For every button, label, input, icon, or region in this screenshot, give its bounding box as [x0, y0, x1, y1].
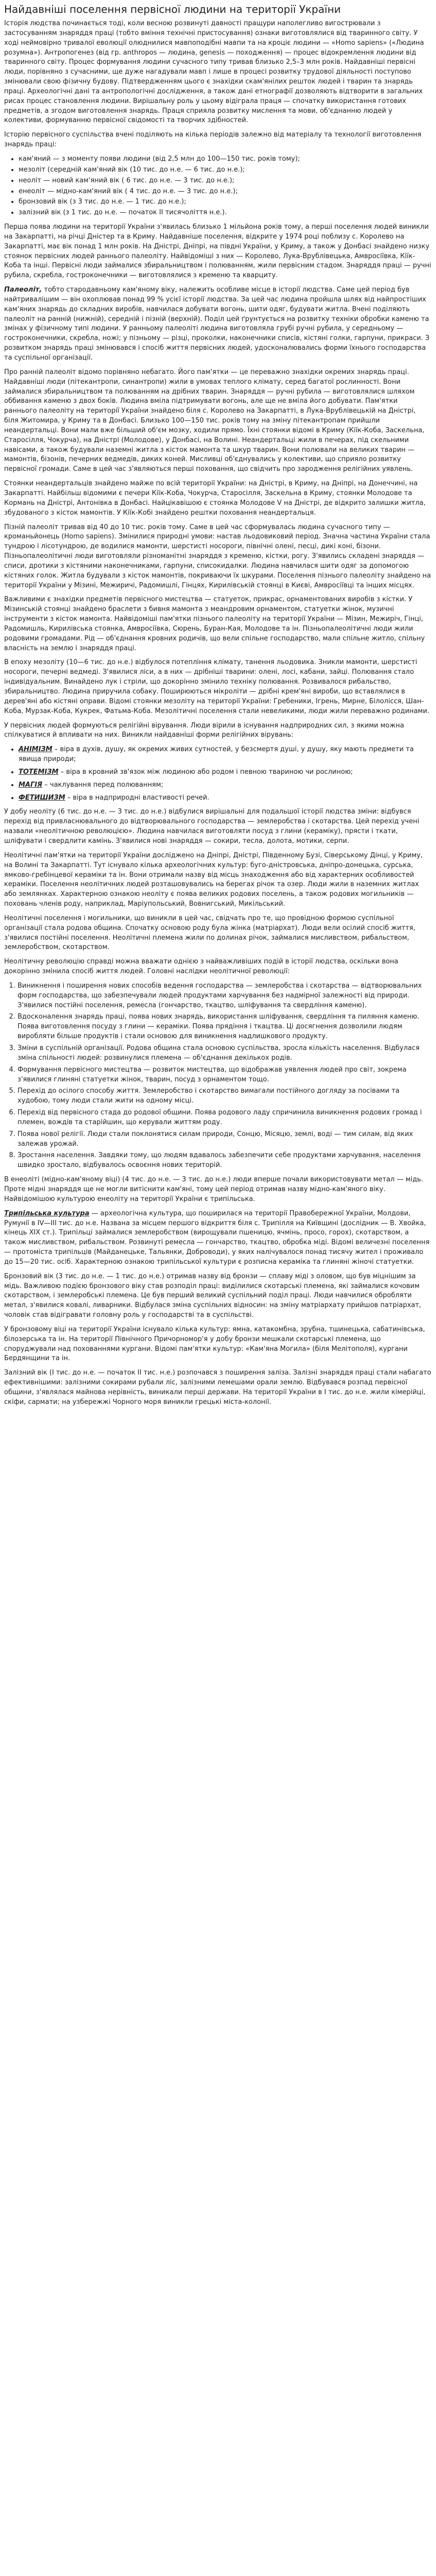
paleolith-paragraph — [4, 285, 432, 363]
late-paleolith-paragraph: Пізній палеоліт тривав від 40 до 10 тис. років тому. Саме в цей час сформувалась людина сучасного типу — кроманьйонець (Homo sapiens). Змінилися природні умови: настав льодовиковий період. Значна частина України стала тундрою і лісотундрою, де водилися мамонти, шерстисті носороги, північні олені, песці, дикі коні, бізони. Пізньопалеолітичні люди виготовляли різноманітні знаряддя з кременю, кістки, рогу. З'явились складені знаряддя — списи, дротики з кістяними наконечниками, гарпуни, списокидалки. Людина навчилася шити одяг за допомогою кістяних голок. Житла будували з кісток мамонтів, покриваючи їх шкурами. Поселення пізнього палеоліту знайдено на території України у Мізині, Межиричі, Радомишлі, Гінцях, Кирилівській стоянці в Києві, Амвросіївці та інших місцях. — [4, 523, 431, 589]
period-item: • бронзовий вік (з 3 тис. до н.е. — 1 тис. до н.е.); — [19, 197, 432, 207]
belief-term: ТОТЕМІЗМ — [19, 768, 59, 776]
consequence-item: 5. Перехід до осілого способу життя. Землеробство і скотарство вимагали постійного догляду за посівами та худобою, тому люди стали жити на одному місці. — [18, 1087, 432, 1106]
belief-item — [19, 793, 432, 803]
iron-age-paragraph: Залізний вік (І тис. до н.е. — початок ІІ тис. н.е.) розпочався з поширення заліза. Залізні знаряддя праці стали набагато ефективнішими: залізними сокирами рубали ліс, залізними лемешами орали землю. Відбувався розпад первісної общини, з'являлася майнова нерівність, виникали перші держави. На території України в І тис. до н.е. жили кімерійці, скіфи, сармати; на узбережжі Чорного моря виникли грецькі міста-колонії. — [4, 1369, 431, 1406]
period-item: • кам'яний — з моменту появи людини (від 2,5 млн до 100—150 тис. років тому); — [19, 155, 432, 164]
sites-paragraph: Стоянки неандертальців знайдено майже по всій території України: на Дністрі, в Криму, на Дніпрі, на Донеччині, на Закарпатті. Найбільш відомими є печери Кіїк-Коба, Чокурча, Старосілля, Заскельна в Криму, стоянки Молодове та Кормань на Дністрі, Антонівка в Донбасі. Найцікавішою є стоянка Молодове V на Дністрі, де відкрито залишки житла, збудованого з кісток мамонтів. У Кіїк-Кобі знайдено рештки поховання неандертальця. — [4, 480, 426, 517]
belief-term: АНІМІЗМ — [19, 745, 53, 754]
period-item: • енеоліт — мідно-кам'яний вік ( 4 тис. до н.е. — 3 тис. до н.е.); — [19, 187, 432, 197]
beliefs-list — [4, 745, 432, 803]
intro-paragraph-2: Історію первісного суспільства вчені поділяють на кілька періодів залежно від матеріалу та технології виготовлення знарядь праці: — [4, 131, 422, 149]
mesolith-paragraph: В епоху мезоліту (10—6 тис. до н.е.) відбулося потепління клімату, танення льодовика. Зникли мамонти, шерстисті носороги, печерні ведмеді. З'явилися ліси, а в них — дрібніші тварини: олені, лосі, кабани, зайці. Полювання стало індивідуальним. Винайдено лук і стріли, що докорінно змінило техніку полювання. Розвивалося рибальство, збиральництво. Людина приручила собаку. Поширюються мікроліти — дрібні крем'яні вироби, що вставлялися в дерев'яні або кістяні оправи. Відомі стоянки мезоліту на території України: Гребеники, Ігрень, Мирне, Білолісся, Шан-Коба, Мурзак-Коба, Кукрек, Фатьма-Коба. Мезолітичні поселення стали невеликими, люди жили переважно родинами. — [4, 658, 430, 715]
neolith-society-paragraph: Неолітичні поселення і могильники, що виникли в цей час, свідчать про те, що провідною формою суспільної організації стала родова община. Спочатку основою роду була жінка (матріархат). Люди вели осілий спосіб життя, з'явилися постійні поселення. Неолітичні племена жили по долинах річок, займалися мисливством, рибальством, землеробством, скотарством. — [4, 914, 415, 952]
period-item: • мезоліт (середній кам'яний вік (10 тис. до н.е. — 6 тис. до н.е.); — [19, 165, 432, 175]
neolith-sites-paragraph: Неолітичні пам'ятки на території України досліджено на Дніпрі, Дністрі, Південному Бузі, Сіверському Дінці, у Криму, на Волині та Закарпатті. Тут існувало кілька археологічних культур: буго-дністровська, дніпро-донецька, сурська, ямково-гребінцевої кераміки та ін. Вони отримали назву від місць знаходження або від характерних особливостей кераміки. Поселення неолітичних людей розташовувались на берегах річок та озер. Люди жили в наземних житлах або землянках. Характерною ознакою неоліту є поява великих родових поселень, а також родових могильників — поховань членів роду, наприклад, Маріупольський, Вовнигський, Микільський. — [4, 851, 423, 908]
beliefs-intro: У первісних людей формуються релігійні вірування. Люди вірили в існування надприродних сил, з якими можна спілкуватися й впливати на них. Виникли найдавніші форми релігійних вірувань: — [4, 721, 404, 739]
periods-list — [4, 155, 432, 218]
neolith-intro-paragraph: У добу неоліту (6 тис. до н.е. — 3 тис. до н.е.) відбулися вирішальні для подальшої історії людства зміни: відбувся перехід від привласнювального до відтворювального господарства — землеробства і скотарства. Цей перехід учені назвали «неолітичною революцією». Людина навчилася виготовляти посуд з глини (кераміку), прясти і ткати, шліфувати і свердлити камінь. З'явилися нові знаряддя — сокири, тесла, долота, мотики, серпи. — [4, 808, 420, 845]
period-item: • залізний вік (з 1 тис. до н.е. — початок ІІ тисячоліття н.е.). — [19, 208, 432, 218]
art-paragraph: Важливими є знахідки предметів первісного мистецтва — статуеток, прикрас, орнаментованих виробів з кістки. У Мізинській стоянці знайдено браслети з бивня мамонта з меандровим орнаментом, статуетки жінок, музичні інструменти з кісток мамонта. Найвідоміші пам'ятки пізнього палеоліту на території України — Мізин, Межиріч, Гінці, Радомишль, Кирилівська стоянка, Амвросіївка, Сюрень, Буран-Кая, Молодове та ін. Пізньопалеолітичні люди жили родовими громадами. Рід — об'єднання кровних родичів, що вели спільне господарство, мали спільне житло, спільну власність на землю і знаряддя праці. — [4, 596, 425, 652]
tripillia-heading: Трипільська культура — [4, 1209, 90, 1217]
bronze-age-cultures-paragraph: У бронзовому віці на території України існувало кілька культур: ямна, катакомбна, зрубна, тшинецька, сабатинівська, білозерська та ін. На території Північного Причорномор'я у добу бронзи мешкали скотарські племена, що споруджували над похованнями кургани. Відомі пам'ятки культур: «Кам'яна Могила» (біля Мелітополя), кургани Бердянщини та ін. — [4, 1325, 425, 1363]
belief-definition: – віра в кровний зв'язок між людиною або родом і певною твариною чи рослиною; — [58, 768, 353, 776]
neolith-result-paragraph: Неолітичну революцію справді можна вважати однією з найважливіших подій в історії людства, оскільки вона докорінно змінила спосіб життя людей. Головні наслідки неолітичної революції: — [4, 958, 398, 976]
belief-definition: – чаклування перед полюванням; — [42, 781, 164, 789]
belief-item — [19, 781, 432, 790]
tripillia-text: — археологічна культура, що поширилася на території Правобережної України, Молдови, Румунії в IV—III тис. до н.е. Названа за місцем першого відкриття біля с. Трипілля на Київщині (дослідник — В. Хвойка, кінець ХІХ ст.). Трипільці займалися землеробством (вирощували пшеницю, ячмінь, просо, горох), скотарством, а також мисливством, рибальством. Розвинуті ремесла — гончарство, ткацтво, обробка міді. Відомі величезні поселення — протоміста трипільців (Майданецьке, Тальянки, Доброводи), у яких налічувалося понад тисячу жител і проживало до 15—20 тис. осіб. Характерною ознакою трипільської культури є розписна кераміка та глиняні жіночі статуетки. — [4, 1209, 430, 1266]
early-paleolith-paragraph: Про ранній палеоліт відомо порівняно небагато. Його пам'ятки — це переважно знахідки окремих знарядь праці. Найдавніші люди (пітекантропи, синантропи) жили в умовах теплого клімату, серед багатої рослинності. Вони займалися збиральництвом та полюванням на дрібних тварин. Знаряддя — ручні рубила — виготовлялися шляхом оббивання каменю з двох боків. Людина вміла підтримувати вогонь, але ще не вміла його добувати. Пам'ятки раннього палеоліту на території України знайдено біля с. Королево на Закарпатті, в Лука-Врублівецькій на Дністрі, біля Житомира, у Криму та в Донбасі. Близько 100—150 тис. років тому на зміну пітекантропам прийшли неандертальці. Вони мали вже більший об'єм мозку, ходили прямо. Їхні стоянки відомі в Криму (Кіїк-Коба, Заскельна, Старосілля, Чокурча), на Дністрі (Молодове), у Донбасі, на Волині. Неандертальці жили в печерах, під скельними навісами, а також будували наземні житла з кісток мамонта та шкур тварин. Вони полювали на великих тварин — мамонтів, бізонів, печерних ведмедів, диких коней. Мисливці об'єднувались у колективи, що сприяло розвитку первісної громади. Саме в цей час з'являються перші поховання, що свідчить про зародження релігійних уявлень. — [4, 368, 425, 473]
consequence-item: 3. Зміни в суспільній організації. Родова община стала основою суспільства, зросла кількість населення. Відбулася зміна спільності людей: розвинулися племена — об'єднання декількох родів. — [18, 1044, 432, 1063]
settlement-paragraph: Перша поява людини на території України з'явилась близько 1 мільйона років тому, а перші поселення людей виникли на Закарпатті, на річці Дністер та в Криму. Найдавніше поселення, відкрите у 1974 році поблизу с. Королево на Закарпатті, має вік понад 1 млн років. На Дністрі, Дніпрі, на півдні України, у Криму, а також у Донбасі знайдено низку стоянок первісних людей раннього палеоліту. Найвідоміші з них — Королево, Лука-Врублівецька, Амвросіївка, Кіїк-Коба та інші. Первісні люди займалися збиральництвом і полюванням, жили первісним стадом. Знаряддя праці — ручні рубила, скребла, гостроконечники — виготовлялися з кременю та кварциту. — [4, 223, 431, 280]
consequence-item: 4. Формування первісного мистецтва — розвиток мистецтва, що відображав уявлення людей про світ, зокрема з'явилися глиняні статуетки жінок, тварин, посуд з орнаментом тощо. — [18, 1065, 432, 1085]
consequence-item: 8. Зростання населення. Завдяки тому, що людям вдавалось забезпечити себе продуктами харчування, населення швидко зростало, відбувалось освоєння нових територій. — [18, 1151, 432, 1171]
neolith-consequences-list — [4, 981, 432, 1171]
belief-term: ФЕТИШИЗМ — [19, 793, 65, 802]
paleolith-text: тобто стародавньому кам'яному віку, належить особливе місце в історії людства. Саме цей період був найтривалішим — він охоплював понад 99 % усієї історії людства. За цей час людина пройшла шлях від найпростіших кам'яних знарядь до складних виробів, навчилася добувати вогонь, шити одяг, будувати житла. Вчені поділяють палеоліт на ранній (нижній), середній і пізній (верхній). Поділ цей ґрунтується на розвитку техніки обробки каменю та змінах у фізичному типі людини. У ранньому палеоліті людина виготовляла грубі ручні рубила, у середньому — гостроконечники, скребла, ножі; у пізньому — різці, проколки, наконечники списів, кістяні голки, гарпуни, прикраси. З розвитком знарядь праці змінювався і спосіб життя первісних людей, удосконалювались форми їхнього господарства та суспільної організації. — [4, 286, 430, 362]
tripillia-paragraph — [4, 1209, 432, 1267]
eneolith-paragraph: В енеоліті (мідно-кам'яному віці) (4 тис. до н.е. — 3 тис. до н.е.) люди вперше почали використовувати метал — мідь. Проте мідні знаряддя ще не могли витіснити кам'яні, тому цей період отримав назву мідно-кам'яного віку. Найвідомішою культурою енеоліту на території України є трипільська. — [4, 1176, 424, 1203]
intro-paragraph-1: Історія людства починається тоді, коли весною розвинуті давності пращури наполегливо вигострювали з застосуванням знаряддя праці (тобто вміння технічні пристосування) ознаки виготовлялися від тваринного світу. У ході неймовірно тривалої еволюції олюднилися мавпоподібні мавпи та на кроціє людини — «Homo sapiens» («Людина розумна»). Антропогенез (від гр. anthropos — людина, genesis — походження) — процес відокремлення людини від тваринного світу. Процес формування людини сучасного типу тривав близько 2,5–3 млн років. Найдавніші первісні люди, порівняно з сучасними, ще дуже нагадували мавп і лише в процесі розвитку трудової діяльності поступово змінювали свою фізичну будову. Підтвердженням цього є знахідки скам'янілих решток людей і тварин та знарядь праці. Археологічні дані та антропологічні дослідження, а також дані етнографії дозволяють відтворити в загальних рисах процес становлення людини. Вирішальну роль у цьому відіграла праця — спочатку використання готових предметів, а згодом виготовлення знарядь. Праця сприяла розвитку мислення та мови, об'єднанню людей у колективи, формуванню первісної свідомості та творчих здібностей. — [4, 20, 424, 125]
belief-item — [19, 768, 432, 777]
belief-item — [19, 745, 432, 765]
paleolith-heading: Палеоліт, — [4, 286, 42, 294]
page-title: Найдавніші поселення первісної людини на території України — [4, 3, 341, 15]
consequence-item: 6. Перехід від первісного стада до родової общини. Поява родового ладу спричинила виникнення родових громад і племен, вождів та старійшин, що керували життям роду. — [18, 1108, 432, 1128]
belief-definition: – віра в духів, душу, як окремих живих сутностей, у безсмертя душі, у душу, яку мають предмети та явища природи; — [19, 745, 414, 764]
bronze-age-paragraph: Бронзовий вік (3 тис. до н.е. — 1 тис. до н.е.) отримав назву від бронзи — сплаву міді з оловом, що був міцнішим за мідь. Важливою подією бронзового віку став розподіл праці: виділилися скотарські племена, які займалися кочовим скотарством, і землеробські племена. Це був перший великий суспільний поділ праці. Люди навчилися обробляти метал, з'явилися ковалі, ливарники. Відбулася зміна суспільних відносин: на зміну матріархату прийшов патріархат, чоловік став відігравати головну роль у господарстві та в суспільстві. — [4, 1272, 422, 1319]
period-item: • неоліт — новий кам'яний вік ( 6 тис. до н.е. — 3 тис. до н.е.); — [19, 176, 432, 186]
consequence-item: 1. Виникнення і поширення нових способів ведення господарства — землеробства і скотарства — відтворювальних форм господарства, що забезпечували людей продуктами харчування без надмірної залежності від природи. З'явилися постійні поселення, ремесла (гончарство, ткацтво, шліфування та свердління каменю). — [18, 981, 432, 1011]
belief-definition: – віра в надприродні властивості речей. — [65, 793, 210, 802]
consequence-item: 7. Поява нової релігії. Люди стали поклонятися силам природи, Сонцю, Місяцю, землі, воді — тим силам, від яких залежав урожай. — [18, 1130, 432, 1149]
belief-term: МАГІЯ — [19, 781, 43, 789]
consequence-item: 2. Вдосконалення знарядь праці, поява нових знарядь, використання шліфування, свердління та пиляння каменю. Поява виготовлення посуду з глини — кераміки. Поява прядіння і ткацтва. Ці досягнення дозволили людям виробляти більше продуктів і стали основою для виникнення надлишкового продукту. — [18, 1012, 432, 1042]
